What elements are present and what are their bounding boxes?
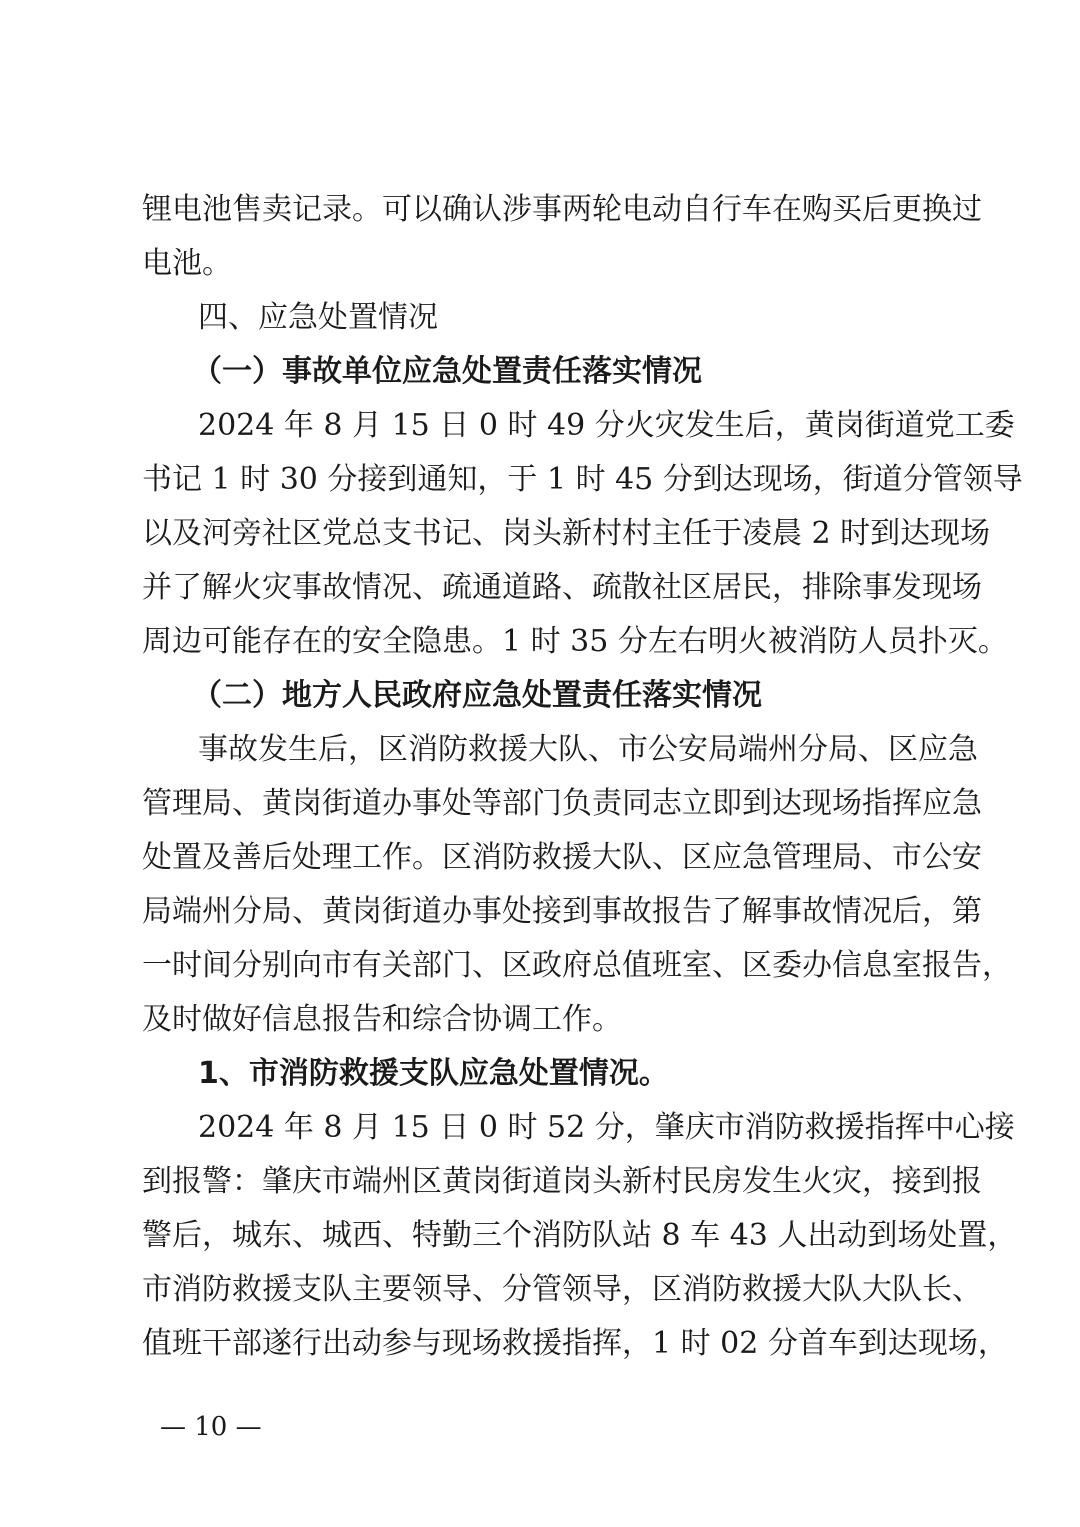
body-text-line: 电池。 <box>142 246 232 281</box>
body-text-line: 警后，城东、城西、特勤三个消防队站 8 车 43 人出动到场处置， <box>142 1218 1018 1253</box>
body-text-line: 2024 年 8 月 15 日 0 时 49 分火灾发生后，黄岗街道党工委 <box>198 408 1015 443</box>
body-text-line: 局端州分局、黄岗街道办事处接到事故报告了解事故情况后，第 <box>142 894 982 929</box>
body-text-line: 以及河旁社区党总支书记、岗头新村村主任于凌晨 2 时到达现场 <box>142 516 991 551</box>
body-text-line: 书记 1 时 30 分接到通知，于 1 时 45 分到达现场，街道分管领导 <box>142 462 1023 497</box>
body-text-line: 管理局、黄岗街道办事处等部门负责同志立即到达现场指挥应急 <box>142 786 982 821</box>
body-text-line: 市消防救援支队主要领导、分管领导，区消防救援大队大队长、 <box>142 1272 982 1307</box>
body-text-line: 事故发生后，区消防救援大队、市公安局端州分局、区应急 <box>198 732 978 767</box>
body-text-line: 并了解火灾事故情况、疏通道路、疏散社区居民，排除事发现场 <box>142 570 982 605</box>
body-text-line: 及时做好信息报告和综合协调工作。 <box>142 1002 622 1037</box>
body-text-line: 2024 年 8 月 15 日 0 时 52 分，肇庆市消防救援指挥中心接 <box>198 1110 1015 1145</box>
body-text-line: 到报警：肇庆市端州区黄岗街道岗头新村民房发生火灾，接到报 <box>142 1164 982 1199</box>
subsection-heading: （一）事故单位应急处置责任落实情况 <box>192 354 702 389</box>
body-text-line: 一时间分别向市有关部门、区政府总值班室、区委办信息室报告， <box>142 948 1012 983</box>
subsection-heading: （二）地方人民政府应急处置责任落实情况 <box>192 678 762 713</box>
page-number: — 10 — <box>160 1412 262 1442</box>
item-heading: 1、市消防救援支队应急处置情况。 <box>198 1056 669 1091</box>
body-text-line: 处置及善后处理工作。区消防救援大队、区应急管理局、市公安 <box>142 840 982 875</box>
body-text-line: 值班干部遂行出动参与现场救援指挥，1 时 02 分首车到达现场， <box>142 1326 1008 1361</box>
body-text-line: 锂电池售卖记录。可以确认涉事两轮电动自行车在购买后更换过 <box>142 192 982 227</box>
body-text-line: 周边可能存在的安全隐患。1 时 35 分左右明火被消防人员扑灭。 <box>142 624 1008 659</box>
section-heading: 四、应急处置情况 <box>198 300 438 335</box>
